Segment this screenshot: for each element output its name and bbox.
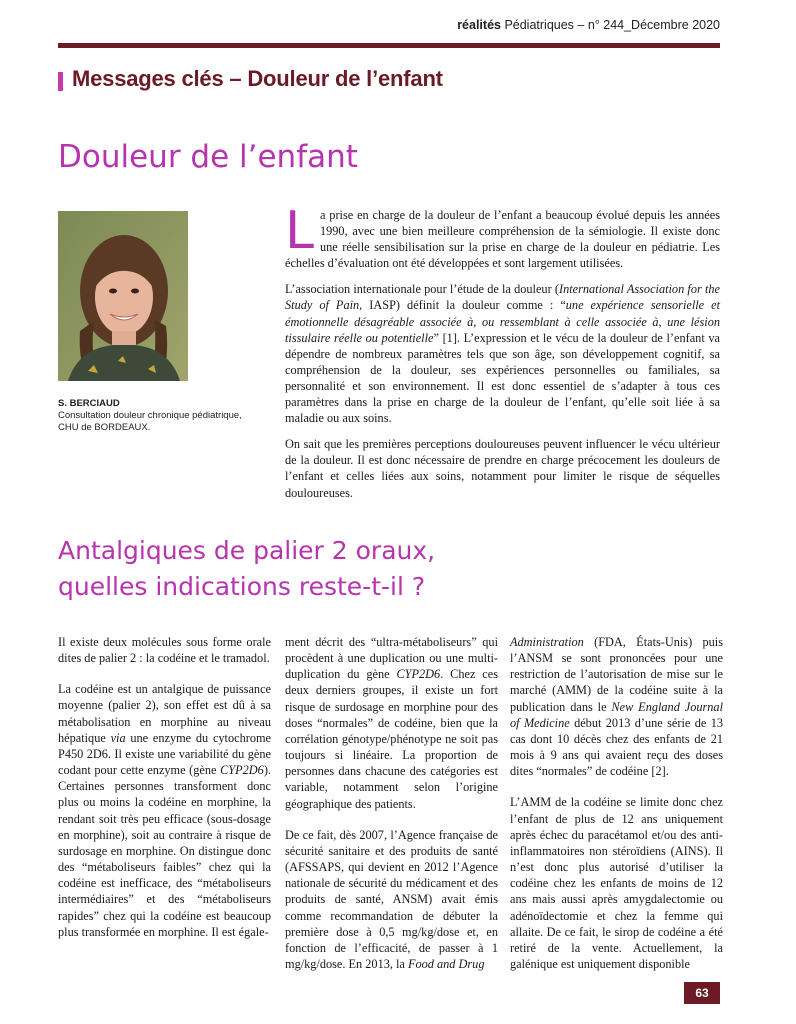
text-run-italic: Food and Drug — [407, 956, 485, 971]
text-run-italic: International Association for the Study of Pain — [285, 282, 721, 313]
header-rule — [58, 43, 720, 48]
body-paragraph — [285, 634, 498, 812]
text-run: ” [1]. L’expression et le vécu de la douleur de l’enfant va dépendre de nombreux paramètres tels que son âge, son développement cognitif, sa compréhension de la douleur, ses expériences personnelles ou familiales, sa personnalité et son environnement. Il est donc essentiel de s’adapter à tous ces paramètres dans la prise en charge de la douleur de l’enfant, qu’elle soit liée à sa maladie ou aux soins. — [285, 330, 721, 426]
intro-text — [285, 201, 721, 511]
body-paragraph: L’AMM de la codéine se limite donc chez l’enfant de plus de 12 ans uniquement après échec du paracétamol et/ou des anti-inflammatoires non stéroïdiens (AINS). Il n’est donc plus autorisé d’utiliser la codéine chez les enfants de moins de 12 ans mais aussi après amygdalectomie ou adénoïdectomie et chez la femme qui allaite. De ce fait, le sirop de codéine a été retiré de la vente. Actuellement, la galénique est uniquement disponible — [510, 795, 723, 971]
gene-name: CYP2D6 — [220, 763, 264, 778]
text-column-2 — [285, 634, 498, 987]
text-column-3 — [510, 634, 723, 987]
author-photo — [58, 211, 188, 381]
text-run: (FDA, États-Unis) puis l’ANSM se sont prononcées pour une restriction de l’autorisation de mise sur le marché (AMM) de la codéine suite à la publication dans le — [510, 635, 723, 714]
drop-cap: L — [285, 201, 314, 261]
page-number: 63 — [684, 982, 720, 1004]
text-run: ). Certaines personnes transforment donc plus ou moins la codéine en morphine, la rendant soit très peu efficace (sous-dosage en morphine), soit au contraire à risque de surdosage en morphine. On distingue donc des “métaboliseurs faibles” chez qui la codéine est inefficace, des “métaboliseurs intermédiaires” et des “métaboliseurs rapides” chez qui la codéine est beaucoup plus transformée en morphine. Il est égale- — [58, 763, 271, 939]
text-run: La codéine est un antalgique de puissance moyenne (palier 2), son effet est dû à sa métabolisation en morphine au niveau hépatique — [58, 682, 271, 745]
author-institution: CHU de BORDEAUX. — [58, 422, 151, 433]
text-column-1 — [58, 634, 271, 955]
intro-paragraph: On sait que les premières perceptions douloureuses peuvent influencer le vécu ultérieur de la douleur. Il est donc nécessaire de prendre en charge précocement les douleurs de l’enfant et celles liées aux soins, notamment pour limiter le risque de séquelles douloureuses. — [285, 437, 720, 500]
issue-info: Pédiatriques – n° 244_Décembre 2020 — [500, 18, 720, 32]
text-run-italic: via — [110, 730, 126, 745]
running-header — [457, 18, 720, 32]
author-portrait-image — [58, 211, 188, 381]
text-run-italic: Administration — [510, 635, 584, 649]
gene-name: CYP2D6 — [396, 667, 441, 682]
kicker-bar — [58, 72, 63, 91]
section-heading — [58, 533, 435, 605]
journal-name: New England Journal of Medicine — [510, 699, 723, 730]
article-title: Douleur de l’enfant — [58, 139, 358, 175]
body-paragraph — [510, 634, 723, 779]
section-heading-line: quelles indications reste-t-il ? — [58, 572, 426, 601]
magazine-name: réalités — [457, 18, 501, 32]
text-run: L’association internationale pour l’étude de la douleur ( — [285, 282, 559, 297]
body-paragraph: Il existe deux molécules sous forme orale dites de palier 2 : la codéine et le tramadol. — [58, 635, 271, 666]
author-block — [58, 398, 258, 434]
text-run: début 2013 d’une série de 13 cas dont 10 décès chez des enfants de 21 mois à 9 ans qui avaient reçu des doses dites “normales” de codéine [2]. — [510, 715, 723, 779]
text-run: , IASP) définit la douleur comme : “ — [359, 298, 566, 313]
author-affiliation: Consultation douleur chronique pédiatrique, — [58, 410, 242, 421]
section-kicker: Messages clés – Douleur de l’enfant — [72, 66, 443, 91]
body-paragraph — [285, 827, 498, 972]
text-run: De ce fait, dès 2007, l’Agence française de sécurité sanitaire et des produits de santé (AFSSAPS, qui devient en 2012 l’Agence nationale de sécurité du médicament et des produits de santé, ANSM) avait émis comme recommandation de débuter la première dose à 0,5 mg/kg/dose et, en fonction de l’efficacité, de passer à 1 mg/kg/dose. En 2013, la — [285, 827, 498, 971]
definition-quote: une expérience sensorielle et émotionnelle désagréable associée à, ou ressemblant à celle associée à, une lésion tissulaire réelle ou potentielle — [285, 298, 721, 345]
intro-paragraph — [285, 201, 720, 271]
body-paragraph — [58, 681, 271, 940]
intro-paragraph — [285, 281, 720, 426]
intro-p1-text: a prise en charge de la douleur de l’enfant a beaucoup évolué depuis les années 1990, avec une bien meilleure compréhension de la sémiologie. Il existe donc une réelle sensibilisation sur la prise en charge de la douleur en pédiatrie. Les échelles d’évaluation ont été développées et sont largement utilisées. — [285, 208, 720, 271]
author-name: S. BERCIAUD — [58, 398, 120, 409]
text-run: ment décrit des “ultra-métaboliseurs” qui procèdent à une duplication ou une multi-duplication du gène — [285, 635, 498, 682]
text-run: . Chez ces deux derniers groupes, il existe un fort risque de surdosage en morphine pour des doses “normales” de codéine, bien que la corrélation génotype/phénotype ne soit pas toujours si linéaire. La proportion de personnes dans chacune des catégories est variable, notamment selon l’origine géographique des patients. — [285, 667, 498, 811]
section-heading-line: Antalgiques de palier 2 oraux, — [58, 536, 436, 565]
text-run: une enzyme du cytochrome P450 2D6. Il existe une variabilité du gène codant pour cette enzyme (gène — [58, 730, 272, 778]
